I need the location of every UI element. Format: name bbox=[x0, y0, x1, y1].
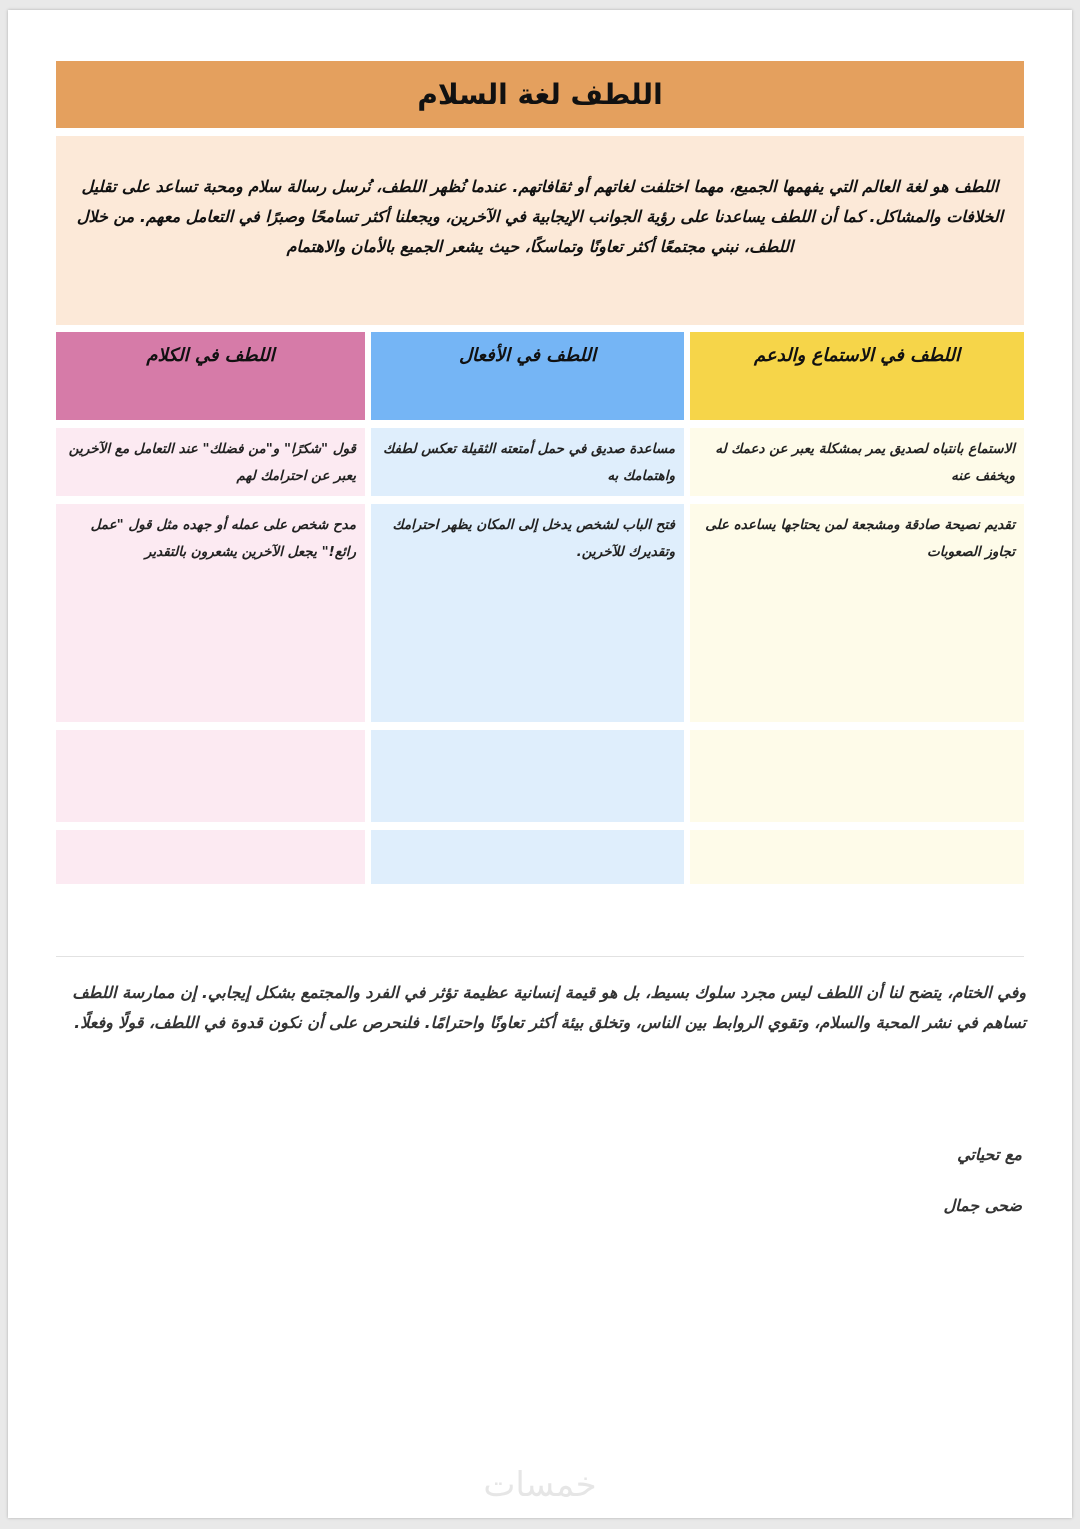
column-header-listening: اللطف في الاستماع والدعم bbox=[690, 332, 1024, 420]
empty-cell bbox=[371, 830, 684, 884]
empty-cell bbox=[690, 830, 1024, 884]
closing-paragraph: وفي الختام، يتضح لنا أن اللطف ليس مجرد سلوك بسيط، بل هو قيمة إنسانية عظيمة تؤثر في الفرد والمجتمع بشكل إيجابي. إن ممارسة اللطف تساهم في نشر المحبة والسلام، وتقوي الروابط بين الناس، وتخلق بيئة أكثر تعاونًا واحترامًا. فلنحرص على أن نكون قدوة في اللطف، قولًا وفعلًا. bbox=[72, 983, 1026, 1032]
empty-cell bbox=[371, 730, 684, 822]
document-title: اللطف لغة السلام bbox=[56, 61, 1024, 128]
table-cell: فتح الباب لشخص يدخل إلى المكان يظهر احترامك وتقديرك للآخرين. bbox=[371, 504, 684, 722]
table-cell: مدح شخص على عمله أو جهده مثل قول "عمل رائع!" يجعل الآخرين يشعرون بالتقدير bbox=[56, 504, 365, 722]
empty-cell bbox=[690, 730, 1024, 822]
column-header-speech: اللطف في الكلام bbox=[56, 332, 365, 420]
signoff: مع تحياتي bbox=[957, 1145, 1022, 1164]
watermark-logo: خمسات bbox=[483, 1465, 597, 1505]
empty-cell bbox=[56, 730, 365, 822]
intro-paragraph: اللطف هو لغة العالم التي يفهمها الجميع، مهما اختلفت لغاتهم أو ثقافاتهم. عندما نُظهر اللطف، نُرسل رسالة سلام ومحبة تساعد على تقليل الخلافات والمشاكل. كما أن اللطف يساعدنا على رؤية الجوانب الإيجابية في الآخرين، ويجعلنا أكثر تسامحًا وصبرًا في التعامل معهم. من خلال اللطف، نبني مجتمعًا أكثر تعاونًا وتماسكًا، حيث يشعر الجميع بالأمان والاهتمام bbox=[56, 136, 1024, 325]
kindness-table bbox=[56, 332, 1024, 884]
empty-cell bbox=[56, 830, 365, 884]
document-page bbox=[8, 10, 1072, 1518]
divider bbox=[56, 956, 1024, 957]
table-cell: تقديم نصيحة صادقة ومشجعة لمن يحتاجها يساعده على تجاوز الصعوبات bbox=[690, 504, 1024, 722]
author-name: ضحى جمال bbox=[943, 1196, 1022, 1215]
column-header-actions: اللطف في الأفعال bbox=[371, 332, 684, 420]
table-cell: مساعدة صديق في حمل أمتعته الثقيلة تعكس لطفك واهتمامك به bbox=[371, 428, 684, 496]
table-cell: قول "شكرًا" و"من فضلك" عند التعامل مع الآخرين يعبر عن احترامك لهم bbox=[56, 428, 365, 496]
table-cell: الاستماع بانتباه لصديق يمر بمشكلة يعبر عن دعمك له ويخفف عنه bbox=[690, 428, 1024, 496]
